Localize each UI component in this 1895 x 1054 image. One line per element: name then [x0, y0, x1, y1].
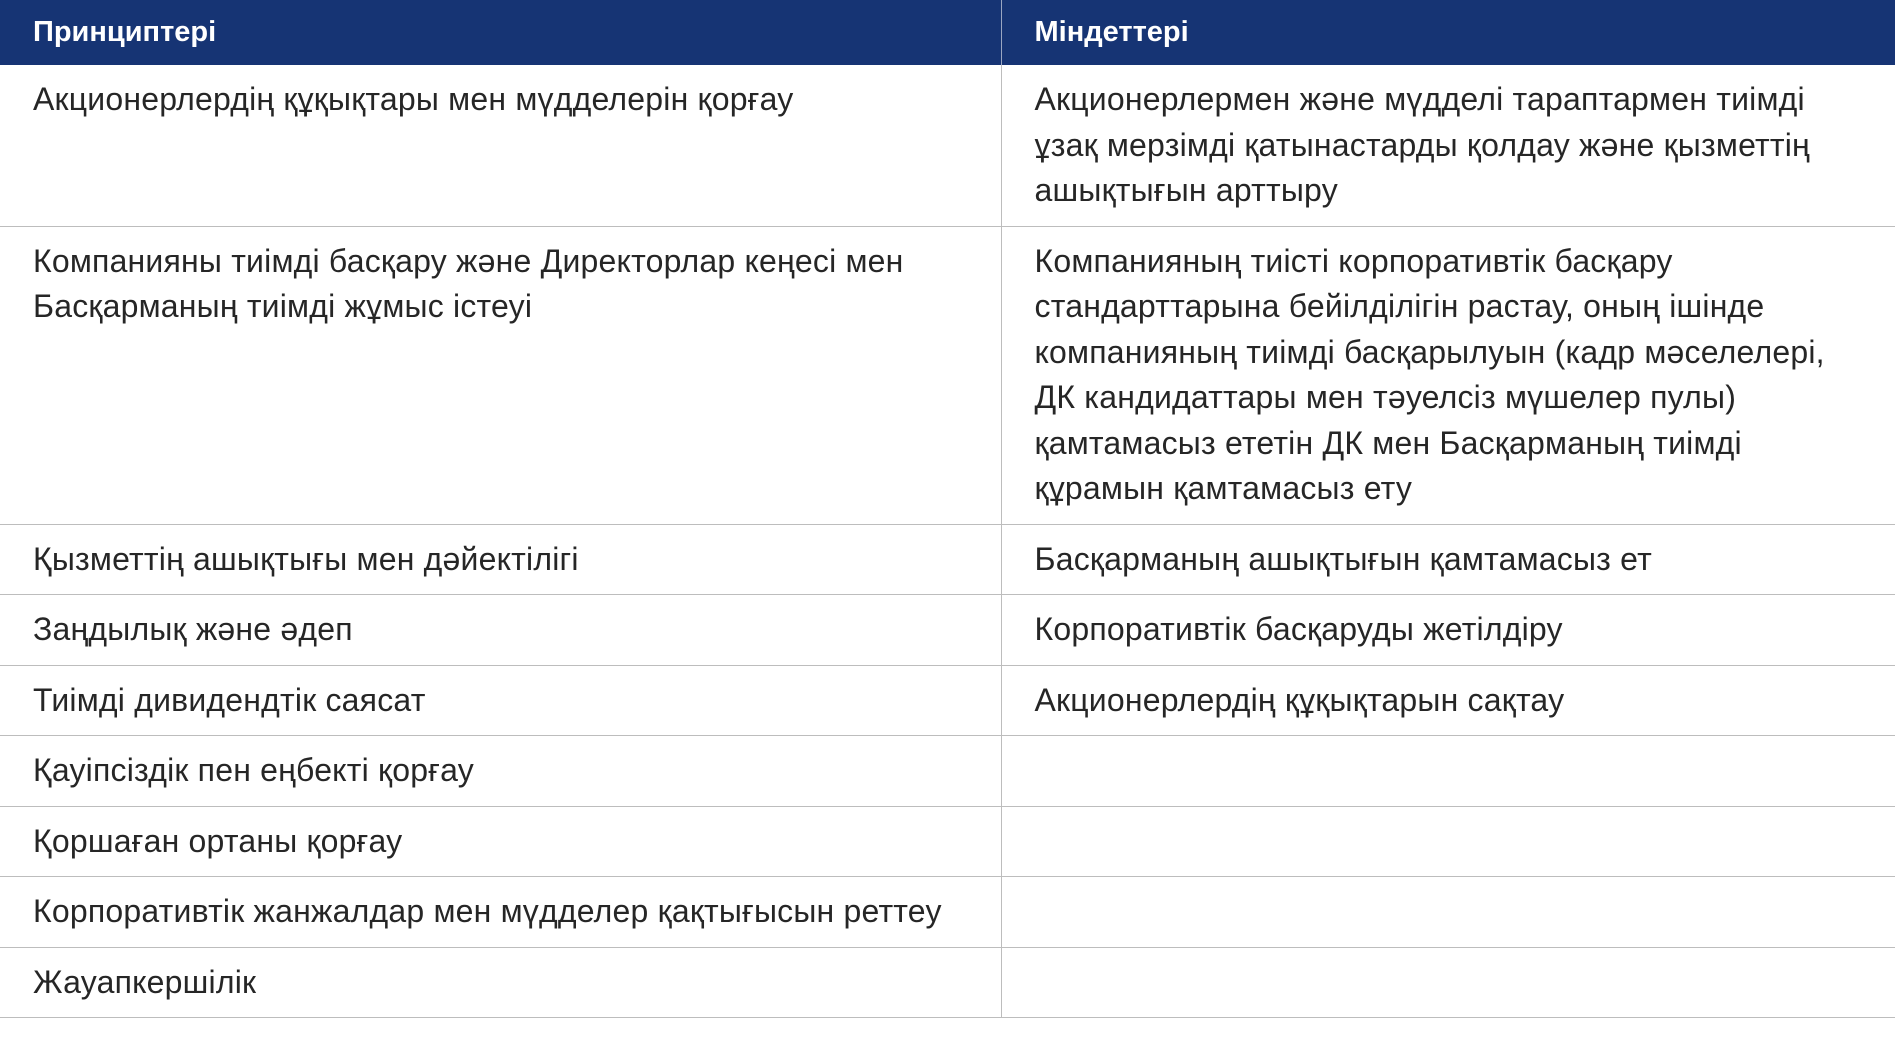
- table-row: [0, 947, 1895, 1018]
- principle-cell: Тиімді дивидендтік саясат: [0, 665, 1001, 736]
- table-row: [0, 65, 1895, 226]
- table-row: [0, 806, 1895, 877]
- table-row: [0, 736, 1895, 807]
- principle-cell: Қауіпсіздік пен еңбекті қорғау: [0, 736, 1001, 807]
- header-principles: Принциптері: [0, 0, 1001, 65]
- duty-cell: Компанияның тиісті корпоративтік басқару стандарттарына бейілділігін растау, оның ішінде компанияның тиімді басқарылуын (кадр мәселелері, ДК кандидаттары мен тәуелсіз мүшелер пулы) қамтамасыз ететін ДК мен Басқарманың тиімді құрамын қамтамасыз ету: [1001, 226, 1895, 524]
- header-row: [0, 0, 1895, 65]
- principle-cell: Қоршаған ортаны қорғау: [0, 806, 1001, 877]
- duty-cell: Басқарманың ашықтығын қамтамасыз ет: [1001, 524, 1895, 595]
- principle-cell: Компанияны тиімді басқару және Директорлар кеңесі мен Басқарманың тиімді жұмыс істеуі: [0, 226, 1001, 524]
- principle-cell: Жауапкершілік: [0, 947, 1001, 1018]
- table-body: [0, 65, 1895, 1018]
- principle-cell: Қызметтің ашықтығы мен дәйектілігі: [0, 524, 1001, 595]
- duty-cell: Акционерлермен және мүдделі тараптармен тиімді ұзақ мерзімді қатынастарды қолдау және қызметтің ашықтығын арттыру: [1001, 65, 1895, 226]
- header-duties: Міндеттері: [1001, 0, 1895, 65]
- duty-cell: [1001, 947, 1895, 1018]
- table-header: [0, 0, 1895, 65]
- principle-cell: Корпоративтік жанжалдар мен мүдделер қақтығысын реттеу: [0, 877, 1001, 948]
- table-row: [0, 524, 1895, 595]
- table-row: [0, 877, 1895, 948]
- principle-cell: Акционерлердің құқықтары мен мүдделерін қорғау: [0, 65, 1001, 226]
- duty-cell: Корпоративтік басқаруды жетілдіру: [1001, 595, 1895, 666]
- duty-cell: [1001, 806, 1895, 877]
- duty-cell: [1001, 736, 1895, 807]
- table-row: [0, 665, 1895, 736]
- duty-cell: [1001, 877, 1895, 948]
- table-row: [0, 226, 1895, 524]
- duty-cell: Акционерлердің құқықтарын сақтау: [1001, 665, 1895, 736]
- principle-cell: Заңдылық және әдеп: [0, 595, 1001, 666]
- table-row: [0, 595, 1895, 666]
